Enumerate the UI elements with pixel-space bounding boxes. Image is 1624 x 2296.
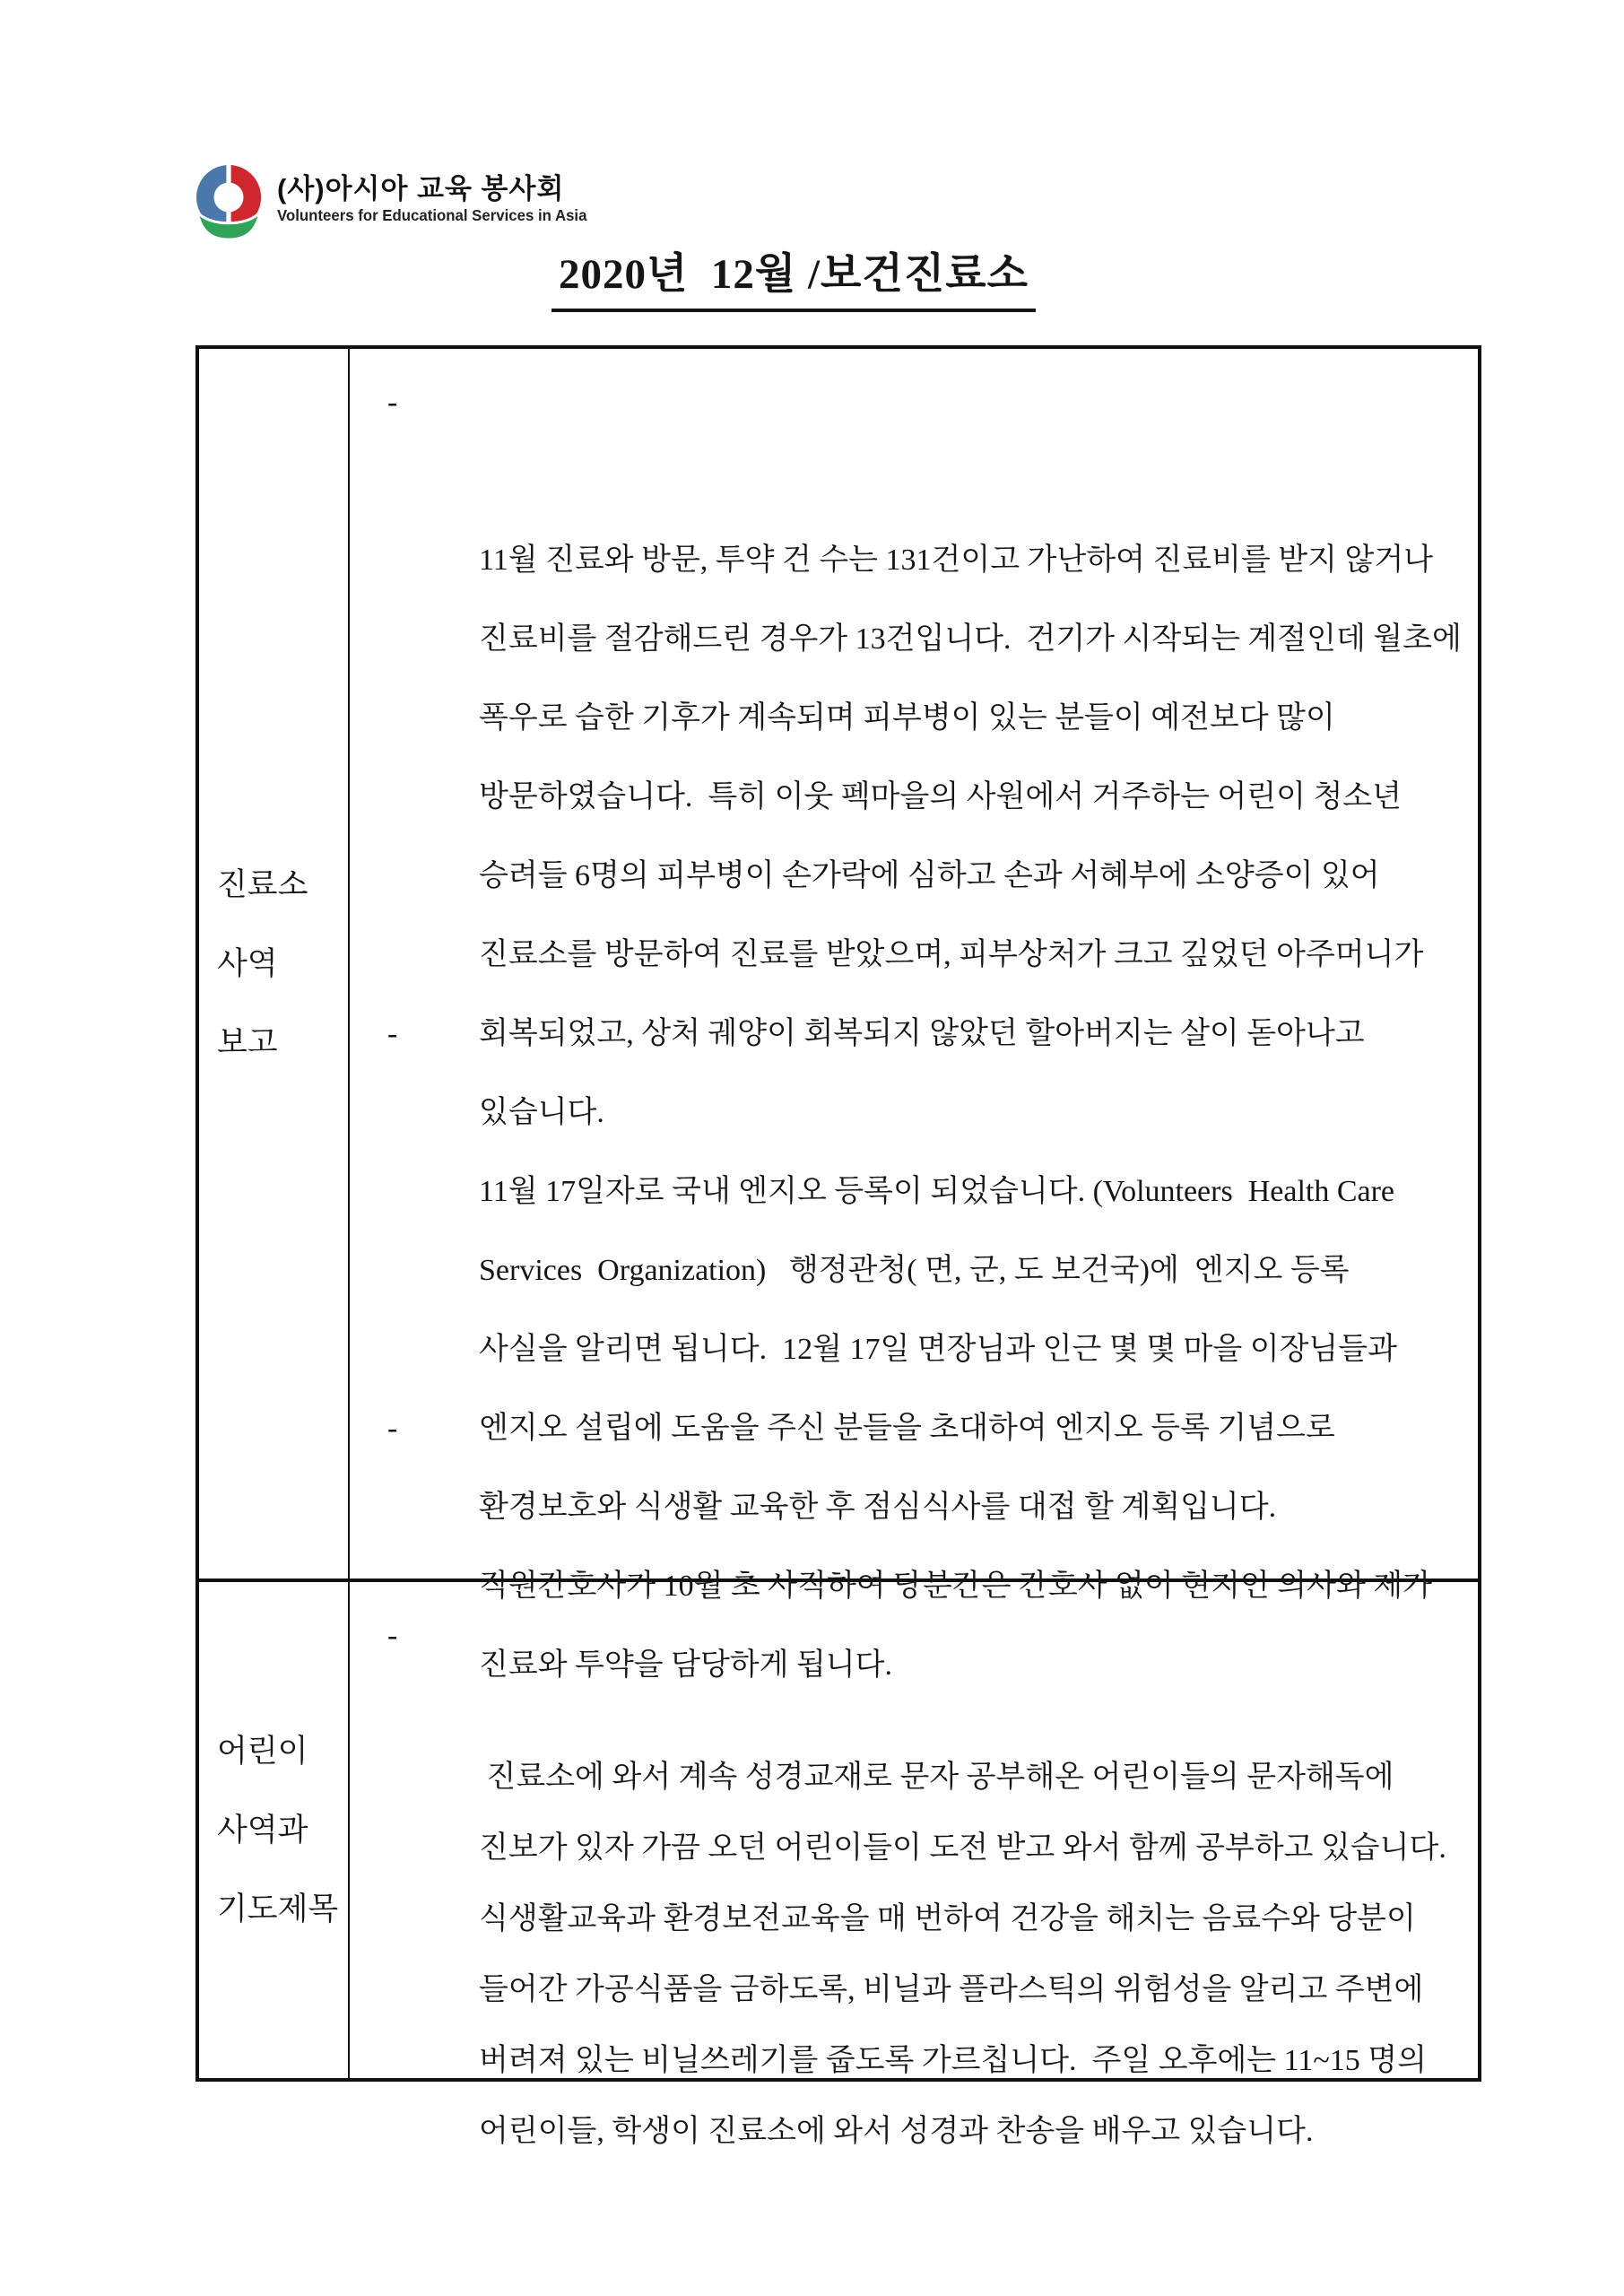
text-line-content: 진료소에 와서 계속 성경교재로 문자 공부해온 어린이들의 문자해독에	[479, 1761, 1394, 1794]
row-label-clinic-report	[199, 349, 350, 1578]
text-line-content: Services Organization) 행정관청( 면, 군, 도 보건국)에 엔지오 등록	[479, 1254, 1350, 1287]
bullet-dash: -	[387, 1017, 398, 1050]
bullet-dash: -	[387, 1619, 398, 1652]
text-line-content: 진료와 투약을 담당하게 됩니다.	[479, 1648, 892, 1682]
text-line-content: 회복되었고, 상처 궤양이 회복되지 않았던 할아버지는 살이 돋아나고	[479, 1017, 1365, 1050]
table-row-children-ministry	[199, 1582, 1478, 2148]
table-row-clinic-report	[199, 349, 1478, 1682]
document-title	[0, 240, 1587, 312]
text-line-content: 폭우로 습한 기후가 계속되며 피부병이 있는 분들이 예전보다 많이	[479, 701, 1335, 735]
text-line-content: 들어간 가공식품을 금하도록, 비닐과 플라스틱의 위험성을 알리고 주변에	[479, 1973, 1424, 2006]
row-label-line: 기도제목	[217, 1891, 339, 1926]
text-line	[350, 1600, 1478, 1794]
org-name-block	[277, 163, 600, 226]
text-line-content: 11월 17일자로 국내 엔지오 등록이 되었습니다. (Volunteers Health Care	[479, 1175, 1395, 1208]
text-line-content: 11월 진료와 방문, 투약 건 수는 131건이고 가난하여 진료비를 받지 않거나	[479, 544, 1434, 577]
text-line-content: 버려져 있는 비닐쓰레기를 줍도록 가르칩니다. 주일 오후에는 11~15 명의	[479, 2044, 1427, 2077]
org-header	[193, 163, 600, 240]
org-name-korean: (사)아시아 교육 봉사회	[277, 173, 565, 204]
row-label-children-ministry	[199, 1582, 350, 2078]
bullet-dash: -	[387, 386, 398, 419]
text-line-content: 진료비를 절감해드린 경우가 13건입니다. 건기가 시작되는 계절인데 월초에	[479, 622, 1462, 656]
text-line-content: 승려들 6명의 피부병이 손가락에 심하고 손과 서혜부에 소양증이 있어	[479, 859, 1380, 892]
row-label-line: 사역과	[217, 1812, 308, 1848]
text-line-content: 어린이들, 학생이 진료소에 와서 성경과 찬송을 배우고 있습니다.	[479, 2115, 1314, 2148]
text-line-content: 환경보호와 식생활 교육한 후 점심식사를 대접 할 계획입니다.	[479, 1491, 1277, 1524]
org-name-english: Volunteers for Educational Services in Asia	[277, 206, 587, 224]
text-line	[350, 363, 1478, 577]
org-logo-icon	[193, 163, 265, 240]
text-line-content: 진보가 있자 가끔 오던 어린이들이 도전 받고 와서 함께 공부하고 있습니다.	[479, 1831, 1446, 1865]
text-line-content: 식생활교육과 환경보전교육을 매 번하여 건강을 해치는 음료수와 당분이	[479, 1902, 1416, 1935]
row-label-line: 보고	[217, 1024, 278, 1060]
text-line-content: 진료소를 방문하여 진료를 받았으며, 피부상처가 크고 깊었던 아주머니가	[479, 938, 1424, 971]
text-line-content: 직원간호사가 10월 초 사직하여 당분간은 간호사 없이 현지인 의사와 제가	[479, 1570, 1432, 1603]
report-table	[195, 345, 1481, 2148]
text-line-content: 엔지오 설립에 도움을 주신 분들을 초대하여 엔지오 등록 기념으로	[479, 1412, 1335, 1445]
row-label-line: 어린이	[217, 1733, 308, 1769]
row-content-children-ministry	[350, 1582, 1478, 2148]
text-line-content: 있습니다.	[479, 1096, 604, 1129]
text-line-content: 방문하였습니다. 특히 이웃 펙마을의 사원에서 거주하는 어린이 청소년	[479, 780, 1402, 813]
document-title-text: 2020년 12월 /보건진료소	[551, 240, 1036, 312]
text-line-content: 사실을 알리면 됩니다. 12월 17일 면장님과 인근 몇 몇 마을 이장님들과	[479, 1333, 1397, 1366]
row-content-clinic-report	[350, 349, 1478, 1682]
row-label-line: 사역	[217, 945, 278, 981]
bullet-dash: -	[387, 1412, 398, 1445]
row-label-line: 진료소	[217, 866, 308, 902]
